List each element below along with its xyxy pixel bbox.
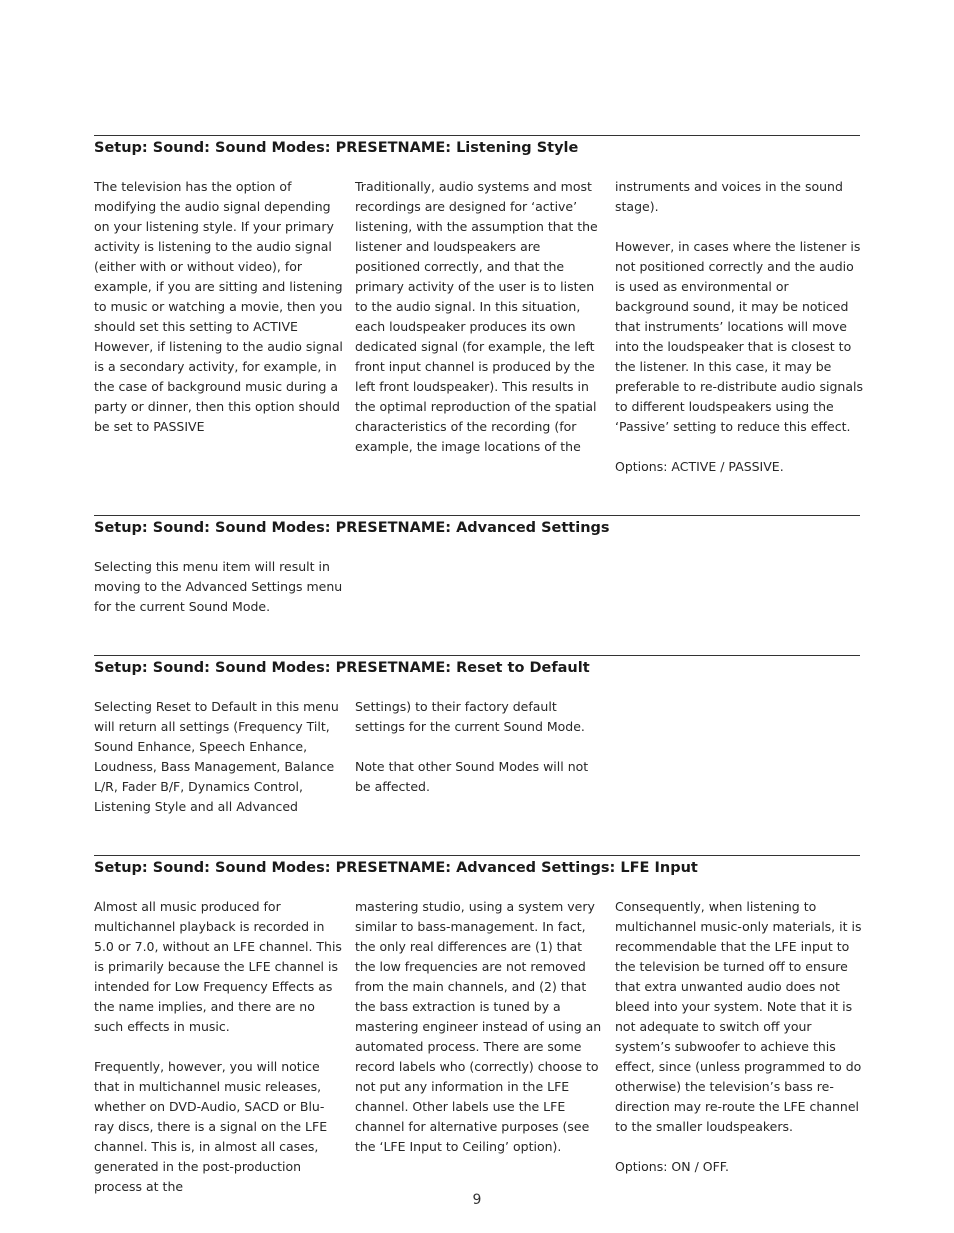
- section-title: Setup: Sound: Sound Modes: PRESETNAME: Listening Style: [94, 140, 579, 156]
- section-listening-style: [94, 135, 863, 474]
- paragraph: Settings) to their factory default settings for the current Sound Mode.: [355, 699, 585, 734]
- text-column-1: [94, 897, 344, 1197]
- page-number: 9: [472, 1192, 482, 1208]
- paragraph: However, in cases where the listener is not positioned correctly and the audio is used as environmental or background sound, it may be noticed that instruments’ locations will move into the loudspeaker that is closest to the listener. In this case, it may be preferable to re-distribute audio signals to different loudspeakers using the ‘Passive’ setting to reduce this effect.: [615, 239, 863, 434]
- paragraph: Note that other Sound Modes will not be affected.: [355, 759, 589, 794]
- text-column-2: [355, 897, 605, 1157]
- section-advanced-settings: [94, 515, 860, 614]
- text-column-1: [94, 557, 344, 617]
- text-column-2: [355, 177, 605, 457]
- section-title: Setup: Sound: Sound Modes: PRESETNAME: Advanced Settings: LFE Input: [94, 860, 698, 876]
- text-column-3: [615, 897, 865, 1177]
- paragraph: Almost all music produced for multichannel playback is recorded in 5.0 or 7.0, without an LFE channel. This is primarily because the LFE channel is intended for Low Frequency Effects as the name implies, and there are no such effects in music.: [94, 899, 342, 1034]
- section-title: Setup: Sound: Sound Modes: PRESETNAME: Reset to Default: [94, 660, 590, 676]
- section-lfe-input: [94, 855, 862, 1194]
- section-title: Setup: Sound: Sound Modes: PRESETNAME: Advanced Settings: [94, 520, 610, 536]
- text-column-2: [355, 697, 605, 797]
- paragraph: Selecting Reset to Default in this menu will return all settings (Frequency Tilt, Sound Enhance, Speech Enhance, Loudness, Bass Management, Balance L/R, Fader B/F, Dynamics Control, Listening Style and all Advanced: [94, 699, 339, 814]
- section-reset-to-default: [94, 655, 860, 814]
- paragraph: instruments and voices in the sound stage).: [615, 179, 843, 214]
- paragraph: Consequently, when listening to multichannel music-only materials, it is recommendable that the LFE input to the television be turned off to ensure that extra unwanted audio does not bleed into your system. Note that it is not adequate to switch off your system’s subwoofer to achieve this effect, since (unless programmed to do otherwise) the television’s bass re-direction may re-route the LFE channel to the smaller loudspeakers.: [615, 899, 862, 1134]
- paragraph: Traditionally, audio systems and most recordings are designed for ‘active’ listening, with the assumption that the listener and loudspeakers are positioned correctly, and that the primary activity of the user is to listen to the audio signal. In this situation, each loudspeaker produces its own dedicated signal (for example, the left front input channel is produced by the left front loudspeaker). This results in the optimal reproduction of the spatial characteristics of the recording (for example, the image locations of the: [355, 179, 598, 454]
- text-column-1: [94, 177, 344, 437]
- text-column-3: [615, 177, 865, 477]
- paragraph: Frequently, however, you will notice that in multichannel music releases, whether on DVD-Audio, SACD or Blu-ray discs, there is a signal on the LFE channel. This is, in almost all cases, generated in the post-production process at the: [94, 1059, 328, 1194]
- paragraph: The television has the option of modifying the audio signal depending on your listening style. If your primary activity is listening to the audio signal (either with or without video), for example, if you are sitting and listening to music or watching a movie, then you should set this setting to ACTIVE However, if listening to the audio signal is a secondary activity, for example, in the case of background music during a party or dinner, then this option should be set to PASSIVE: [94, 179, 343, 434]
- paragraph: Selecting this menu item will result in moving to the Advanced Settings menu for the current Sound Mode.: [94, 559, 343, 614]
- paragraph: mastering studio, using a system very similar to bass-management. In fact, the only real differences are (1) that the low frequencies are not removed from the main channels, and (2) that the bass extraction is tuned by a mastering engineer instead of using an automated process. There are some record labels who (correctly) choose to not put any information in the LFE channel. Other labels use the LFE channel for alternative purposes (see the ‘LFE Input to Ceiling’ option).: [355, 899, 602, 1154]
- options-text: Options: ON / OFF.: [615, 1159, 729, 1174]
- options-text: Options: ACTIVE / PASSIVE.: [615, 459, 784, 474]
- text-column-1: [94, 697, 344, 817]
